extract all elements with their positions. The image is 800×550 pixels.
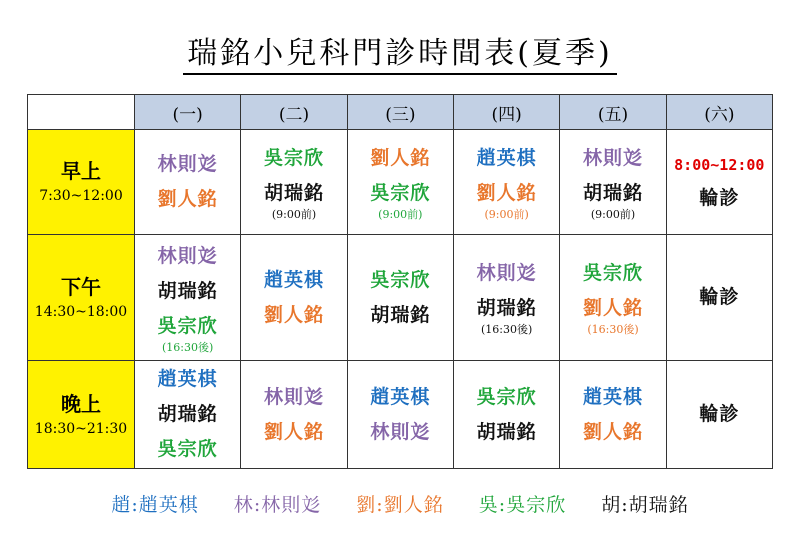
- legend-item-hu: 胡:胡瑞銘: [601, 494, 689, 516]
- corner-cell: [28, 95, 135, 130]
- day-header-sat: (六): [666, 95, 772, 130]
- doctor-name: 胡瑞銘: [476, 420, 537, 443]
- doctor-name: 吳宗欣: [370, 268, 431, 291]
- doctor-name: 林則彣: [157, 153, 218, 175]
- time-note: (16:30後): [162, 340, 214, 354]
- doctor-name: 趙英棋: [476, 146, 537, 169]
- doctor-name: 劉人銘: [263, 420, 324, 443]
- doctor-name: 劉人銘: [476, 181, 537, 204]
- morning-row: [28, 130, 773, 235]
- rotation-label: 輪診: [699, 286, 740, 308]
- cell-wed-evening: [347, 361, 453, 469]
- day-header-mon: (一): [135, 95, 241, 130]
- header-row: [28, 95, 773, 130]
- doctor-name: 吳宗欣: [157, 438, 218, 460]
- cell-fri-afternoon: [560, 235, 666, 361]
- day-header-tue: (二): [241, 95, 347, 130]
- cell-sat-afternoon: [666, 235, 772, 361]
- cell-mon-afternoon: [135, 235, 241, 361]
- cell-tue-morning: [241, 130, 347, 235]
- doctor-name: 趙英棋: [157, 368, 218, 390]
- cell-mon-morning: [135, 130, 241, 235]
- page-title: 瑞銘小兒科門診時間表(夏季): [0, 28, 800, 72]
- cell-sat-evening: [666, 361, 772, 469]
- period-time: 14:30~18:00: [34, 303, 128, 320]
- legend-item-zhao: 趙:趙英棋: [111, 494, 199, 516]
- cell-thu-morning: [453, 130, 559, 235]
- doctor-name: 林則彣: [582, 146, 643, 169]
- period-time: 18:30~21:30: [34, 420, 128, 437]
- cell-tue-afternoon: [241, 235, 347, 361]
- cell-thu-evening: [453, 361, 559, 469]
- time-note: (16:30後): [587, 323, 639, 336]
- time-note: (9:00前): [484, 207, 529, 221]
- time-note: (9:00前): [271, 207, 317, 221]
- doctor-name: 林則彣: [370, 420, 431, 443]
- doctor-name: 吳宗欣: [157, 314, 218, 337]
- afternoon-row: [28, 235, 773, 361]
- doctor-name: 林則彣: [157, 244, 218, 267]
- time-note: (16:30後): [481, 323, 533, 336]
- cell-sat-morning: [666, 130, 772, 235]
- doctor-name: 趙英棋: [370, 385, 431, 408]
- period-name: 下午: [61, 274, 101, 299]
- doctor-name: 趙英棋: [582, 385, 643, 408]
- rotation-label: 輪診: [699, 403, 740, 425]
- day-header-thu: (四): [453, 95, 559, 130]
- period-time: 7:30~12:00: [39, 188, 123, 204]
- period-name: 晚上: [61, 391, 101, 416]
- cell-mon-evening: [135, 361, 241, 469]
- day-header-wed: (三): [347, 95, 453, 130]
- cell-thu-afternoon: [453, 235, 559, 361]
- saturday-hours: 8:00~12:00: [674, 155, 765, 174]
- cell-wed-afternoon: [347, 235, 453, 361]
- doctor-name: 胡瑞銘: [582, 181, 643, 204]
- rotation-label: 輪診: [699, 186, 740, 209]
- period-afternoon: [28, 235, 135, 361]
- time-note: (9:00前): [378, 207, 423, 221]
- legend-item-wu: 吳:吳宗欣: [478, 494, 567, 516]
- doctor-name: 劉人銘: [582, 297, 643, 319]
- cell-fri-morning: [560, 130, 666, 235]
- time-note: (9:00前): [590, 207, 636, 221]
- cell-fri-evening: [560, 361, 666, 469]
- doctor-name: 吳宗欣: [476, 385, 537, 408]
- doctor-name: 劉人銘: [370, 146, 431, 169]
- doctor-name: 胡瑞銘: [157, 279, 218, 302]
- doctor-name: 林則彣: [476, 262, 537, 284]
- doctor-name: 胡瑞銘: [476, 297, 537, 319]
- legend-item-liu: 劉:劉人銘: [356, 494, 444, 516]
- cell-wed-morning: [347, 130, 453, 235]
- legend-item-lin: 林:林則彣: [233, 494, 322, 516]
- doctor-name: 林則彣: [263, 385, 324, 408]
- doctor-name: 胡瑞銘: [157, 403, 218, 425]
- doctor-legend: [0, 490, 800, 517]
- period-name: 早上: [61, 159, 101, 183]
- evening-row: [28, 361, 773, 469]
- doctor-name: 吳宗欣: [370, 181, 431, 204]
- doctor-name: 劉人銘: [157, 188, 218, 210]
- doctor-name: 劉人銘: [263, 303, 324, 326]
- doctor-name: 吳宗欣: [263, 146, 324, 169]
- cell-tue-evening: [241, 361, 347, 469]
- period-morning: [28, 130, 135, 235]
- day-header-fri: (五): [560, 95, 666, 130]
- schedule-table: [27, 94, 773, 469]
- doctor-name: 吳宗欣: [582, 262, 643, 284]
- period-evening: [28, 361, 135, 469]
- doctor-name: 胡瑞銘: [263, 181, 324, 204]
- doctor-name: 劉人銘: [582, 420, 643, 443]
- doctor-name: 趙英棋: [263, 268, 324, 291]
- doctor-name: 胡瑞銘: [370, 303, 431, 326]
